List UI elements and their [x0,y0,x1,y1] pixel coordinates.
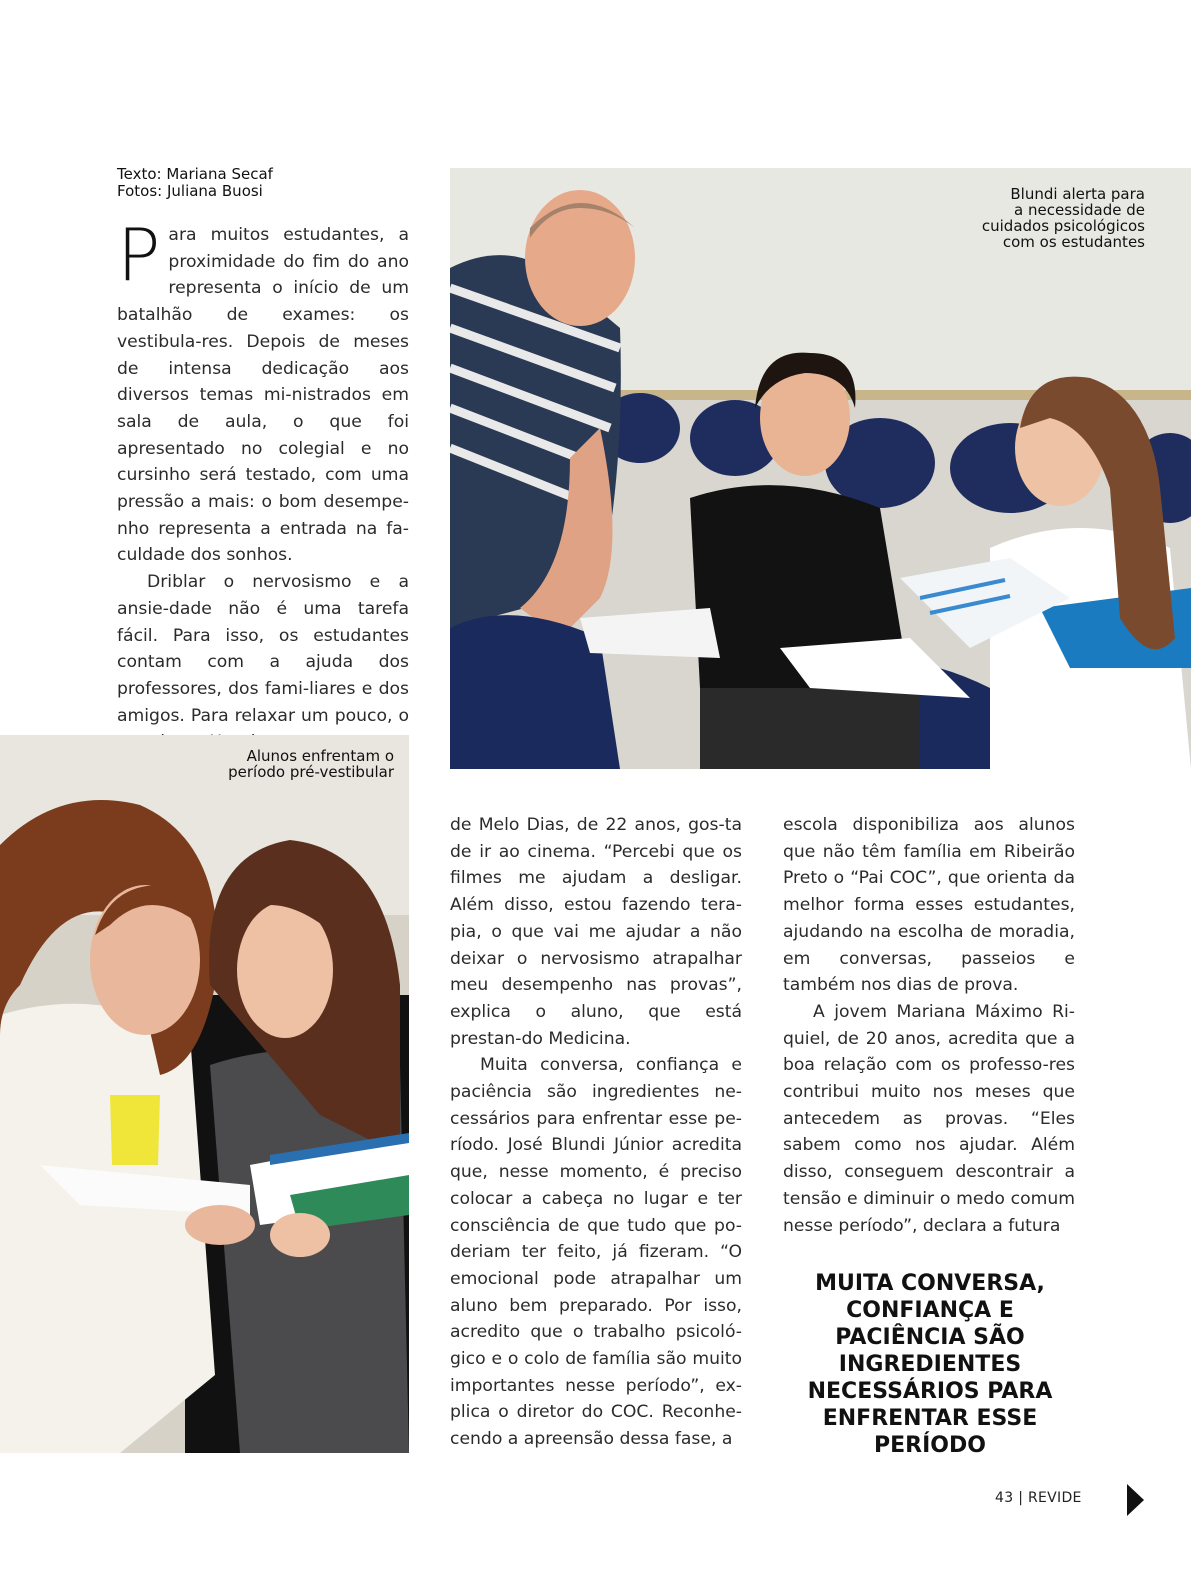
photo-left-caption: Alunos enfrentam o período pré-vestibular [228,747,394,781]
article-paragraph: Muita conversa, confiança e paciência são ingredientes ne-cessários para enfrentar esse pe-ríodo. José Blundi Júnior acredita que, nesse momento, é preciso colocar a cabeça no lugar e ter consciência de que tudo que po-deriam ter feito, já fizeram. “O emocional pode atrapalhar um aluno bem preparado. Por isso, acredito que o trabalho psicoló-gico e o colo de família são muito importantes nesse período”, ex-plica o diretor do COC. Reconhe-cendo a apreensão dessa fase, a [450,1055,742,1450]
article-paragraph: de Melo Dias, de 22 anos, gos-ta de ir ao cinema. “Percebi que os filmes me ajudam a desligar. Além disso, estou fazendo tera-pia, o que vai me ajudar a não deixar o nervosismo atrapalhar meu desempenho nas provas”, explica o aluno, que está prestan-do Medicina. [450,815,742,1049]
article-paragraph: Para muitos estudantes, a proximidade do fim do ano representa o início de um batalhão de exames: os vestibula-res. Depois de meses de intensa dedicação aos diversos temas mi-nistrados em sala de aula, o que foi apresentado no colegial e no cursinho será testado, com uma pressão a mais: o bom desempe-nho representa a entrada na fa-culdade dos sonhos. [117,213,409,566]
article-credits [117,166,273,200]
article-column-3 [783,812,1075,1239]
photo-illustration [450,168,1191,769]
article-paragraph: escola disponibiliza aos alunos que não têm família em Ribeirão Preto o “Pai COC”, que orienta da melhor forma esses estudantes, ajudando na escolha de moradia, em conversas, passeios e também nos dias de prova. [783,815,1075,996]
article-paragraph: Driblar o nervosismo e a ansie-dade não é uma tarefa fácil. Para isso, os estudantes contam com a ajuda dos professores, dos fami-liares e dos amigos. Para relaxar um pouco, o [117,572,409,726]
magazine-name: REVIDE [1027,1490,1082,1506]
photo-top-caption: Blundi alerta para a necessidade de cuidados psicológicos com os estudantes [981,185,1145,251]
next-page-arrow-icon[interactable] [1127,1484,1144,1516]
folio-separator: | [1018,1490,1024,1506]
article-paragraph: A jovem Mariana Máximo Ri-quiel, de 20 anos, acredita que a boa relação com os professo-res contribui muito nos meses que antecedem as provas. “Eles sabem como nos ajudar. Além disso, conseguem descontrair a tensão e diminuir o medo comum nesse período”, declara a futura [783,1001,1075,1236]
photo-teacher-and-students [450,168,1191,769]
page-folio [995,1490,1082,1506]
photo-two-students-reading [0,735,409,1453]
photo-credit: Fotos: Juliana Buosi [117,182,263,200]
drop-cap: P [117,213,161,297]
page-number: 43 [995,1490,1014,1506]
text-credit: Texto: Mariana Secaf [117,165,273,183]
article-column-2 [450,812,742,1453]
photo-illustration [0,735,409,1453]
article-column-1 [117,213,409,756]
pull-quote: MUITA CONVERSA, CONFIANÇA E PACIÊNCIA SÃO INGREDIENTES NECESSÁRIOS PARA ENFRENTAR ESSE PERÍODO [807,1271,1053,1458]
